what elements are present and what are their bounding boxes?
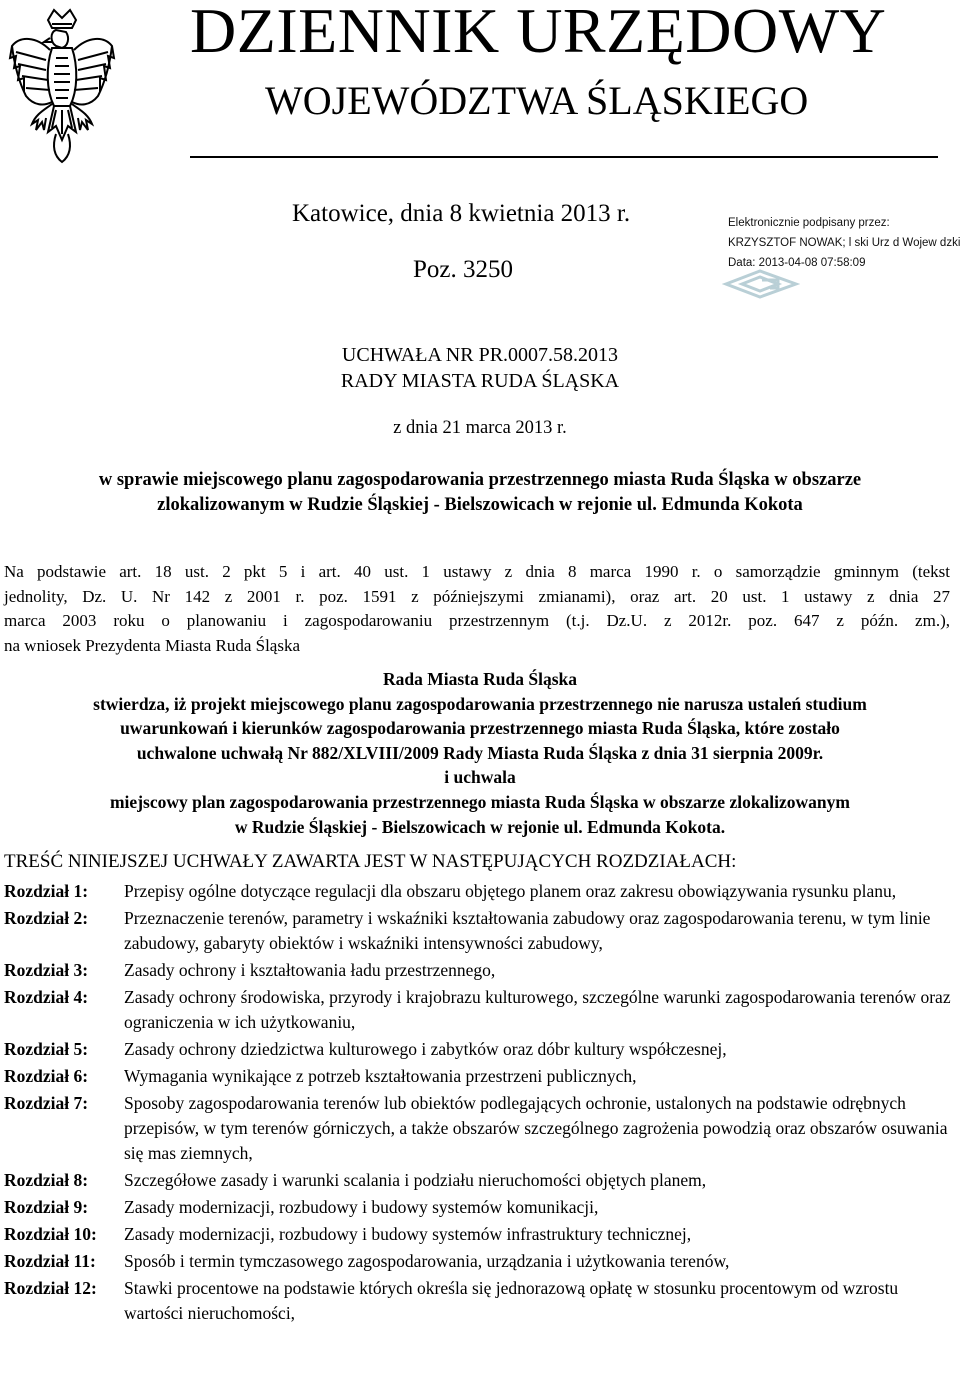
- chapter-text: Wymagania wynikające z potrzeb kształtowania przestrzeni publicznych,: [124, 1066, 637, 1086]
- resolution-subject: [0, 468, 960, 518]
- publication-date: Katowice, dnia 8 kwietnia 2013 r.: [292, 200, 631, 227]
- resolution-number: UCHWAŁA NR PR.0007.58.2013: [341, 344, 619, 366]
- chapter-item: [4, 1064, 954, 1089]
- decision-line: Rada Miasta Ruda Śląska: [382, 669, 577, 689]
- chapter-item: [4, 1037, 954, 1062]
- chapter-item: [4, 1276, 954, 1326]
- chapter-text: Zasady modernizacji, rozbudowy i budowy systemów komunikacji,: [124, 1197, 599, 1217]
- chapter-label: Rozdział 5:: [4, 1039, 89, 1059]
- decision-line: stwierdza, iż projekt miejscowego planu zagospodarowania przestrzennego nie narusza ustaleń studium: [93, 693, 867, 714]
- chapter-label: Rozdział 8:: [4, 1170, 89, 1190]
- chapter-label: Rozdział 3:: [4, 960, 89, 980]
- resolution-date: z dnia 21 marca 2013 r.: [393, 418, 567, 438]
- chapter-label: Rozdział 6:: [4, 1066, 89, 1086]
- basis-line: jednolity, Dz. U. Nr 142 z 2001 r. poz. 1591 z późniejszymi zmianami), oraz art. 20 ust. 1 ustawy z dnia 27: [4, 586, 950, 606]
- chapter-label: Rozdział 10:: [4, 1224, 97, 1244]
- chapter-label: Rozdział 12:: [4, 1278, 97, 1298]
- chapter-item: [4, 1091, 954, 1166]
- chapter-label: Rozdział 9:: [4, 1197, 89, 1217]
- chapter-text: Przepisy ogólne dotyczące regulacji dla obszaru objętego planem oraz zakresu obowiązywania rysunku planu,: [124, 881, 897, 901]
- signature-line-signer: KRZYSZTOF NOWAK; l ski Urz d Wojew dzki: [728, 237, 960, 249]
- toc-heading: TREŚĆ NINIEJSZEJ UCHWAŁY ZAWARTA JEST W NASTĘPUJĄCYCH ROZDZIAŁACH:: [4, 851, 737, 872]
- chapter-text: Sposoby zagospodarowania terenów lub obiektów podlegających ochronie, ustalonych na podstawie odrębnych przepisów, w tym terenów górniczych, a także obszarów szczególnego zagrożenia powodzią oraz obszarów osuwania się mas ziemnych,: [124, 1093, 948, 1163]
- chapter-item: [4, 958, 954, 983]
- chapter-text: Stawki procentowe na podstawie których określa się jednorazową opłatę w stosunku procentowym od wzrostu wartości nieruchomości,: [124, 1278, 899, 1323]
- chapter-label: Rozdział 1:: [4, 881, 89, 901]
- legal-basis: [4, 560, 950, 658]
- chapter-text: Zasady ochrony środowiska, przyrody i krajobrazu kulturowego, szczególne warunki zagospodarowania terenów oraz ograniczenia w ich użytkowaniu,: [124, 987, 951, 1032]
- decision-line: miejscowy plan zagospodarowania przestrzennego miasta Ruda Śląska w obszarze zlokalizowanym: [109, 791, 850, 812]
- chapter-item: [4, 1168, 954, 1193]
- chapter-text: Zasady ochrony i kształtowania ładu przestrzennego,: [124, 960, 496, 980]
- chapter-item: [4, 1222, 954, 1247]
- chapter-label: Rozdział 2:: [4, 908, 89, 928]
- chapter-item: [4, 1249, 954, 1274]
- resolution-heading: [0, 342, 960, 394]
- decision-line: uchwalone uchwałą Nr 882/XLVIII/2009 Rady Miasta Ruda Śląska z dnia 31 sierpnia 2009r.: [136, 742, 824, 763]
- chapter-item: [4, 985, 954, 1035]
- position-number: Poz. 3250: [413, 256, 513, 283]
- header-divider: [190, 156, 938, 158]
- decision-line: w Rudzie Śląskiej - Bielszowicach w rejonie ul. Edmunda Kokota.: [234, 816, 726, 837]
- chapter-label: Rozdział 7:: [4, 1093, 89, 1113]
- chapter-text: Zasady ochrony dziedzictwa kulturowego i zabytków oraz dóbr kultury współczesnej,: [124, 1039, 727, 1059]
- chapter-text: Szczegółowe zasady i warunki scalania i podziału nieruchomości objętych planem,: [124, 1170, 707, 1190]
- chapter-text: Sposób i termin tymczasowego zagospodarowania, urządzania i użytkowania terenów,: [124, 1251, 730, 1271]
- resolution-council: RADY MIASTA RUDA ŚLĄSKA: [340, 370, 620, 392]
- council-decision: [0, 667, 960, 839]
- chapter-item: [4, 1195, 954, 1220]
- decision-line: i uchwala: [444, 767, 516, 788]
- signature-line-date: Data: 2013-04-08 07:58:09: [728, 257, 866, 269]
- basis-line: na wniosek Prezydenta Miasta Ruda Śląska: [4, 635, 301, 655]
- chapter-list: [4, 879, 954, 1328]
- electronic-signature: [728, 213, 960, 273]
- signature-logo-icon: [722, 268, 800, 300]
- journal-title: DZIENNIK URZĘDOWY: [190, 0, 887, 66]
- basis-line: Na podstawie art. 18 ust. 2 pkt 5 i art. 40 ust. 1 ustawy z dnia 8 marca 1990 r. o samorządzie gminnym (tekst: [4, 562, 950, 581]
- decision-line: uwarunkowań i kierunków zagospodarowania przestrzennego miasta Ruda Śląska, które zostało: [120, 718, 840, 739]
- chapter-label: Rozdział 4:: [4, 987, 89, 1007]
- signature-line-label: Elektronicznie podpisany przez:: [728, 217, 890, 229]
- chapter-item: [4, 879, 954, 904]
- chapter-text: Przeznaczenie terenów, parametry i wskaźniki kształtowania zabudowy oraz zagospodarowania terenu, w tym linie zabudowy, gabaryty obiektów i wskaźniki intensywności zabudowy,: [124, 908, 931, 953]
- chapter-text: Zasady modernizacji, rozbudowy i budowy systemów infrastruktury technicznej,: [124, 1224, 692, 1244]
- subject-line: zlokalizowanym w Rudzie Śląskiej - Bielszowicach w rejonie ul. Edmunda Kokota: [157, 495, 803, 515]
- polish-eagle-emblem-icon: [6, 6, 118, 164]
- basis-line: marca 2003 roku o planowaniu i zagospodarowaniu przestrzennym (t.j. Dz.U. z 2012r. poz. 647 z późn. zm.),: [4, 611, 950, 630]
- subject-line: w sprawie miejscowego planu zagospodarowania przestrzennego miasta Ruda Śląska w obszarze: [98, 470, 862, 490]
- chapter-label: Rozdział 11:: [4, 1251, 96, 1271]
- chapter-item: [4, 906, 954, 956]
- journal-subtitle: WOJEWÓDZTWA ŚLĄSKIEGO: [265, 78, 809, 123]
